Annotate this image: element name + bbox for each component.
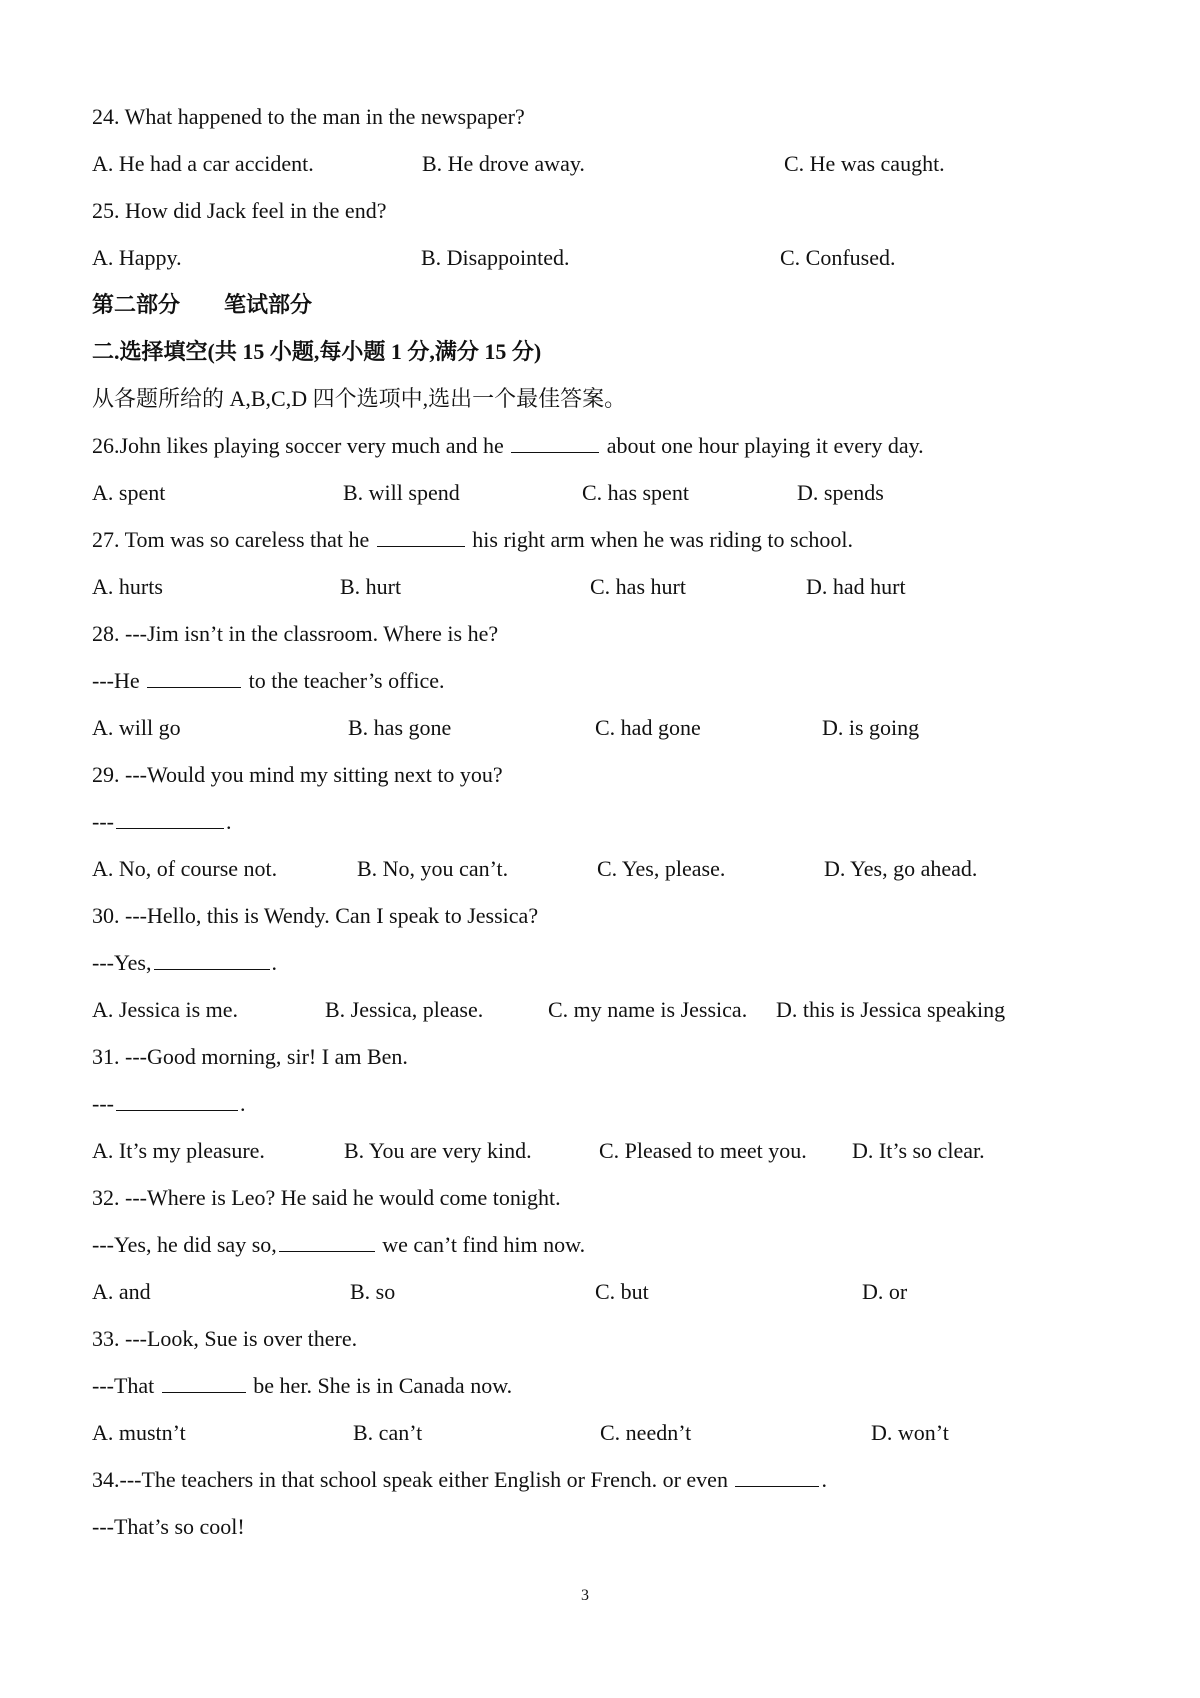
answer-option: C. He was caught.: [784, 151, 945, 176]
text-run: 26.John likes playing soccer very much and he: [92, 433, 510, 458]
text-run: ---That’s so cool!: [92, 1514, 245, 1539]
question-line: [92, 667, 445, 695]
answer-option: A. will go: [92, 715, 181, 740]
question-line: [92, 1513, 245, 1541]
answer-option: B. so: [350, 1279, 396, 1304]
question-line: [92, 385, 626, 413]
question-line: [92, 432, 924, 460]
text-run: 33. ---Look, Sue is over there.: [92, 1326, 358, 1351]
answer-blank: [116, 808, 224, 829]
text-run: .: [239, 1091, 246, 1116]
answer-blank: [735, 1466, 819, 1487]
question-line: [92, 1184, 561, 1212]
answer-option: C. Confused.: [780, 245, 896, 270]
section-heading: [92, 338, 541, 366]
answer-option: C. has hurt: [590, 574, 686, 599]
text-run: 从各题所给的 A,B,C,D 四个选项中,选出一个最佳答案。: [92, 386, 627, 411]
text-run: .: [225, 809, 232, 834]
text-run: we can’t find him now.: [376, 1232, 586, 1257]
text-run: 34.---The teachers in that school speak either English or French. or even: [92, 1467, 734, 1492]
question-line: [92, 1325, 357, 1353]
answer-blank: [162, 1372, 246, 1393]
answer-option: C. Yes, please.: [597, 856, 726, 881]
answer-option: D. this is Jessica speaking: [776, 997, 1006, 1022]
question-line: [92, 103, 525, 131]
text-run: 30. ---Hello, this is Wendy. Can I speak to Jessica?: [92, 903, 539, 928]
question-line: [92, 761, 503, 789]
text-run: 24. What happened to the man in the newspaper?: [92, 104, 525, 129]
answer-option: C. has spent: [582, 480, 689, 505]
text-run: ---Yes,: [92, 950, 152, 975]
answer-option: A. mustn’t: [92, 1420, 186, 1445]
question-line: [92, 808, 231, 836]
answer-option: A. Jessica is me.: [92, 997, 239, 1022]
answer-option: D. is going: [822, 715, 920, 740]
page-number: 3: [581, 1587, 589, 1604]
answer-option: A. It’s my pleasure.: [92, 1138, 265, 1163]
text-run: to the teacher’s office.: [243, 668, 445, 693]
question-line: [92, 526, 853, 554]
text-run: .: [821, 1467, 827, 1492]
answer-option: C. but: [595, 1279, 649, 1304]
text-run: 32. ---Where is Leo? He said he would come tonight.: [92, 1185, 561, 1210]
answer-option: B. No, you can’t.: [357, 856, 509, 881]
answer-option: A. He had a car accident.: [92, 151, 314, 176]
question-line: [92, 620, 498, 648]
answer-option: C. needn’t: [600, 1420, 692, 1445]
section-heading: [92, 291, 312, 319]
answer-option: D. Yes, go ahead.: [824, 856, 978, 881]
answer-option: A. spent: [92, 480, 166, 505]
text-run: be her. She is in Canada now.: [247, 1373, 513, 1398]
answer-option: D. spends: [797, 480, 884, 505]
answer-option: B. Jessica, please.: [325, 997, 484, 1022]
text-run: about one hour playing it every day.: [601, 433, 924, 458]
answer-option: D. had hurt: [806, 574, 906, 599]
text-run: 第二部分 笔试部分: [92, 292, 313, 317]
question-line: [92, 902, 538, 930]
answer-option: B. has gone: [348, 715, 452, 740]
question-line: [92, 1372, 512, 1400]
question-line: [92, 1231, 585, 1259]
answer-option: A. Happy.: [92, 245, 182, 270]
text-run: ---That: [92, 1373, 160, 1398]
answer-option: C. Pleased to meet you.: [599, 1138, 807, 1163]
answer-option: B. will spend: [343, 480, 460, 505]
answer-blank: [279, 1231, 375, 1252]
answer-option: A. and: [92, 1279, 151, 1304]
answer-option: D. It’s so clear.: [852, 1138, 985, 1163]
text-run: 二.选择填空(共 15 小题,每小题 1 分,满分 15 分): [92, 339, 542, 364]
text-run: ---He: [92, 668, 146, 693]
question-line: [92, 197, 386, 225]
answer-blank: [377, 526, 465, 547]
answer-option: D. or: [862, 1279, 908, 1304]
text-run: 31. ---Good morning, sir! I am Ben.: [92, 1044, 408, 1069]
text-run: his right arm when he was riding to school.: [466, 527, 853, 552]
question-line: [92, 1090, 245, 1118]
answer-option: B. Disappointed.: [421, 245, 570, 270]
text-run: 27. Tom was so careless that he: [92, 527, 375, 552]
answer-blank: [154, 949, 270, 970]
text-run: ---: [92, 809, 114, 834]
answer-option: D. won’t: [871, 1420, 949, 1445]
answer-option: B. can’t: [353, 1420, 423, 1445]
text-run: ---: [92, 1091, 114, 1116]
answer-option: C. had gone: [595, 715, 701, 740]
text-run: ---Yes, he did say so,: [92, 1232, 277, 1257]
text-run: 29. ---Would you mind my sitting next to you?: [92, 762, 503, 787]
question-line: [92, 1043, 408, 1071]
text-run: 25. How did Jack feel in the end?: [92, 198, 387, 223]
answer-blank: [511, 432, 599, 453]
answer-option: A. hurts: [92, 574, 163, 599]
question-line: [92, 1466, 827, 1494]
answer-option: B. You are very kind.: [344, 1138, 532, 1163]
answer-option: B. hurt: [340, 574, 402, 599]
answer-option: C. my name is Jessica.: [548, 997, 748, 1022]
answer-option: B. He drove away.: [422, 151, 585, 176]
answer-blank: [116, 1090, 238, 1111]
question-line: [92, 949, 277, 977]
answer-option: A. No, of course not.: [92, 856, 278, 881]
answer-blank: [147, 667, 241, 688]
text-run: 28. ---Jim isn’t in the classroom. Where is he?: [92, 621, 499, 646]
text-run: .: [271, 950, 277, 975]
